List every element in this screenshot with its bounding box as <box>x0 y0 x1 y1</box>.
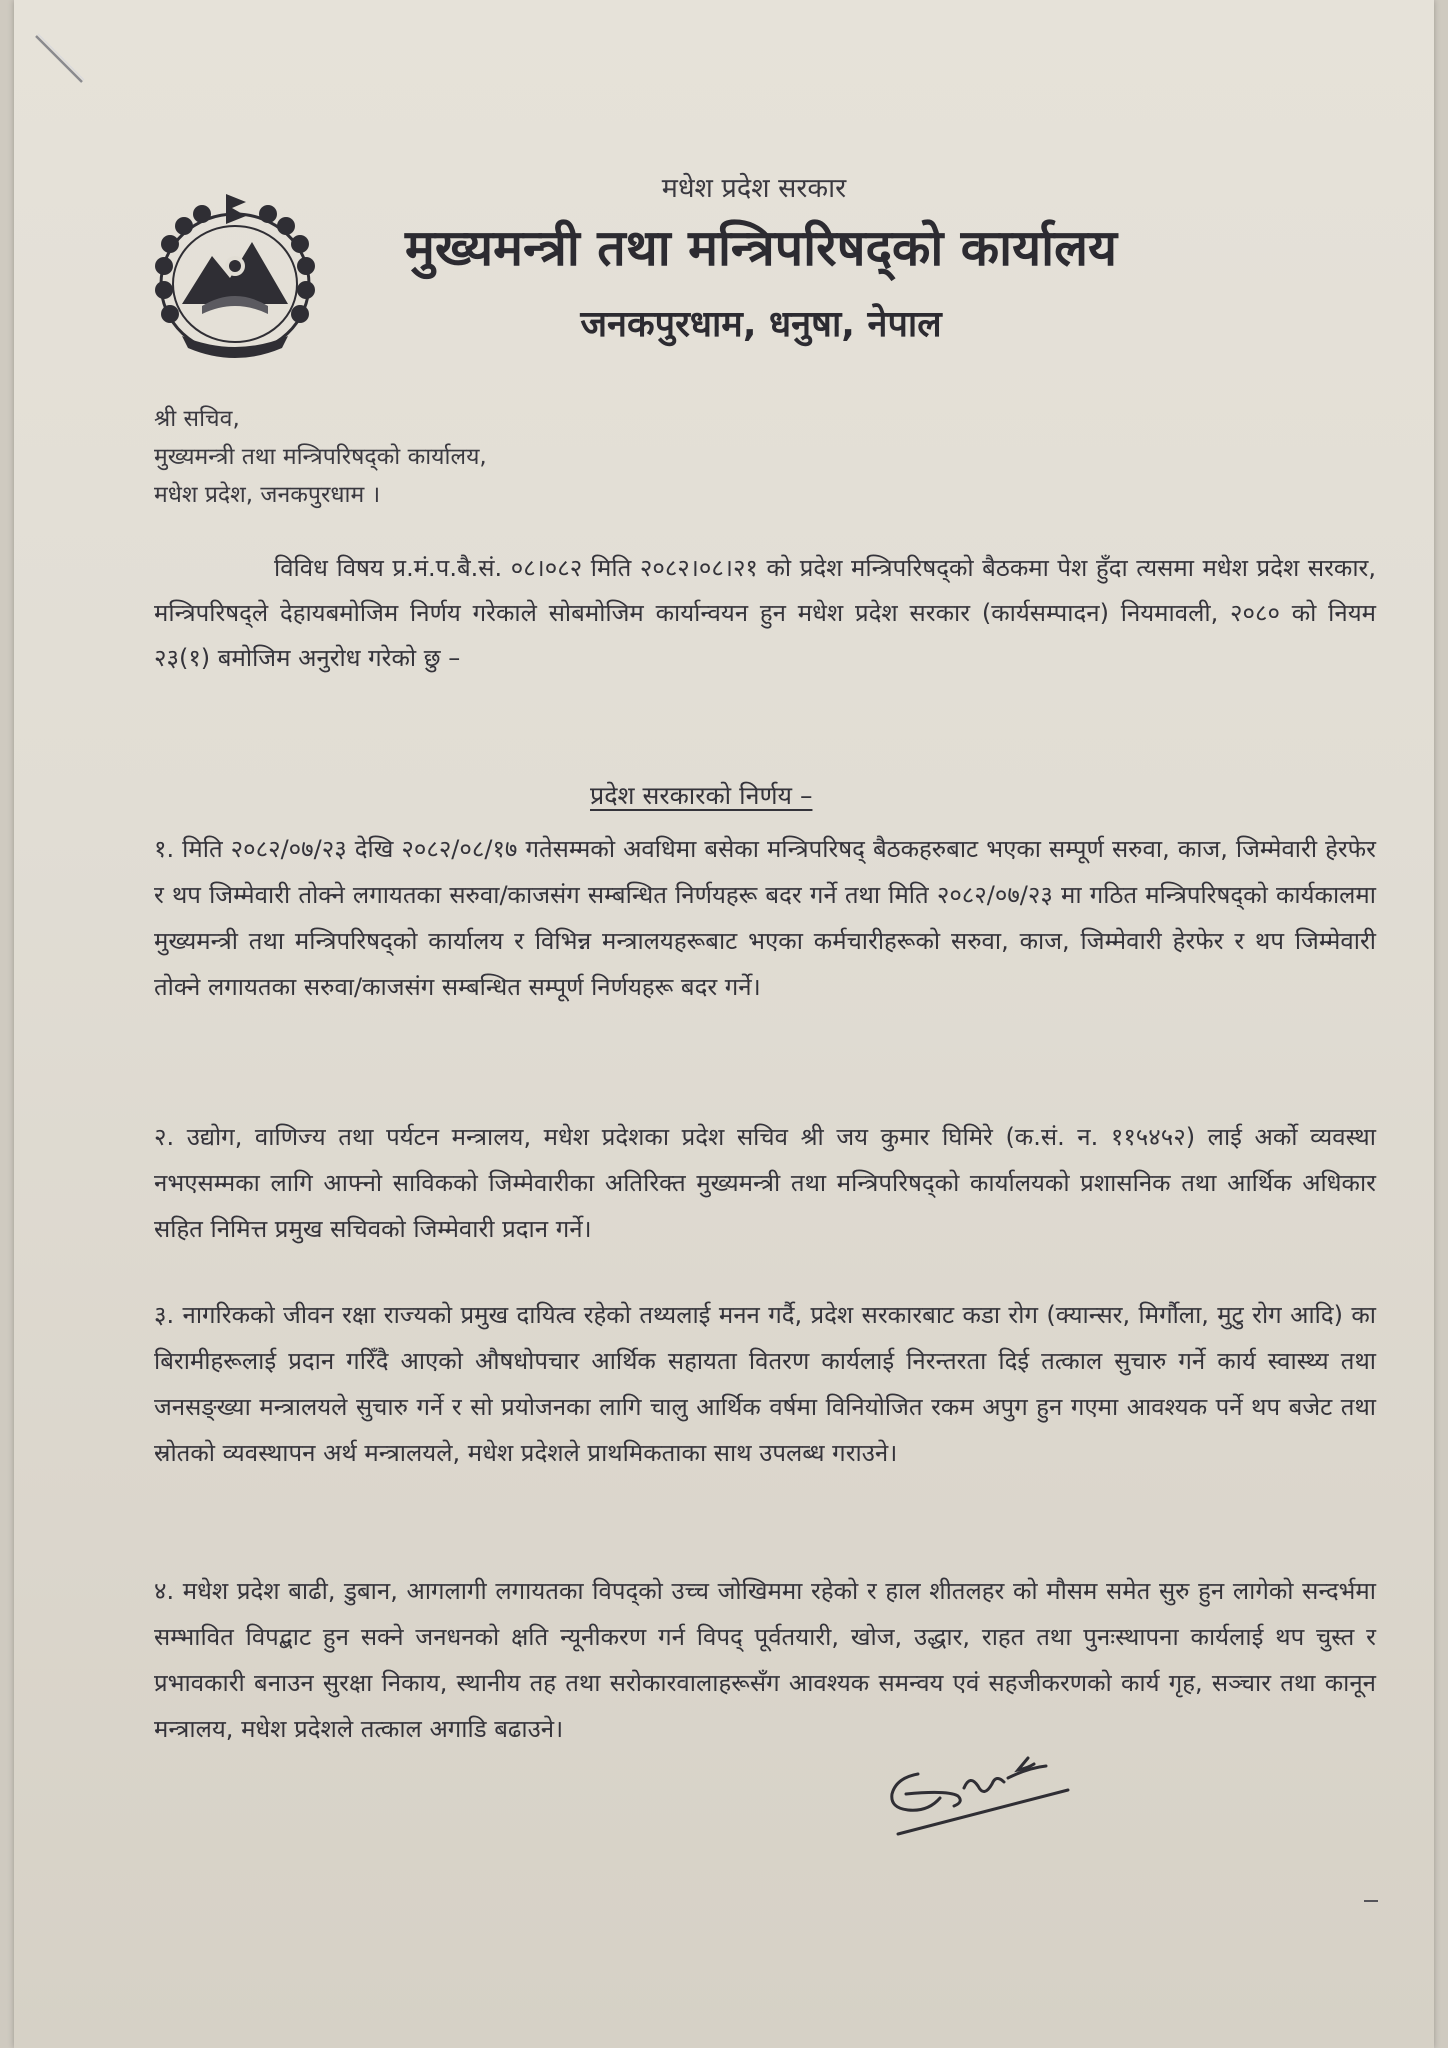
decision-item-2: २. उद्योग, वाणिज्य तथा पर्यटन मन्त्रालय, मधेश प्रदेशका प्रदेश सचिव श्री जय कुमार घिमिरे (क.सं. न. ११५४५२) लाई अर्को व्यवस्था नभएसम्मका लागि आफ्नो साविकको जिम्मेवारीका अतिरिक्त मुख्यमन्त्री तथा मन्त्रिपरिषद्को कार्यालयको प्रशासनिक तथा आर्थिक अधिकार सहित निमित्त प्रमुख सचिवको जिम्मेवारी प्रदान गर्ने। <box>154 1123 1376 1243</box>
address-line-2: मुख्यमन्त्री तथा मन्त्रिपरिषद्को कार्यालय, <box>154 444 487 470</box>
decision-item-3: ३. नागरिकको जीवन रक्षा राज्यको प्रमुख दायित्व रहेको तथ्यलाई मनन गर्दै, प्रदेश सरकारबाट कडा रोग (क्यान्सर, मिर्गौला, मुटु रोग आदि) का बिरामीहरूलाई प्रदान गरिँदै आएको औषधोपचार आर्थिक सहायता वितरण कार्यलाई निरन्तरता दिई तत्काल सुचारु गर्ने कार्य स्वास्थ्य तथा जनसङ्ख्या मन्त्रालयले सुचारु गर्ने र सो प्रयोजनका लागि चालु आर्थिक वर्षमा विनियोजित रकम अपुग हुन गएमा आवश्यक पर्ने थप बजेट तथा स्रोतको व्यवस्थापन अर्थ मन्त्रालयले, मधेश प्रदेशले प्राथमिकताका साथ उपलब्ध गराउने। <box>154 1301 1376 1467</box>
document-page <box>14 0 1434 2048</box>
intro-text: विविध विषय प्र.मं.प.बै.सं. ०८।०८२ मिति २०८२।०८।२१ को प्रदेश मन्त्रिपरिषद्को बैठकमा पेश हुँदा त्यसमा मधेश प्रदेश सरकार, मन्त्रिपरिषद्ले देहायबमोजिम निर्णय गरेकाले सोबमोजिम कार्यान्वयन हुन मधेश प्रदेश सरकार (कार्यसम्पादन) नियमावली, २०८० को नियम २३(१) बमोजिम अनुरोध गरेको छु – <box>154 554 1376 672</box>
handwritten-signature-icon <box>878 1738 1108 1848</box>
address-line-3: मधेश प्रदेश, जनकपुरधाम । <box>154 482 381 508</box>
header-government: मधेश प्रदेश सरकार <box>661 173 847 204</box>
address-line-1: श्री सचिव, <box>154 406 240 432</box>
intro-paragraph <box>154 546 1376 681</box>
decision-title: प्रदेश सरकारको निर्णय – <box>590 781 813 810</box>
header-location: जनकपुरधाम, धनुषा, नेपाल <box>580 304 942 345</box>
staple-icon <box>32 30 88 86</box>
decision-item-4: ४. मधेश प्रदेश बाढी, डुबान, आगलागी लगायतका विपद्को उच्च जोखिममा रहेको र हाल शीतलहर को मौसम समेत सुरु हुन लागेको सन्दर्भमा सम्भावित विपद्बाट हुन सक्ने जनधनको क्षति न्यूनीकरण गर्न विपद् पूर्वतयारी, खोज, उद्धार, राहत तथा पुनःस्थापना कार्यलाई थप चुस्त र प्रभावकारी बनाउन सुरक्षा निकाय, स्थानीय तह तथा सरोकारवालाहरूसँग आवश्यक समन्वय एवं सहजीकरणको कार्य गृह, सञ्चार तथा कानून मन्त्रालय, मधेश प्रदेशले तत्काल अगाडि बढाउने। <box>154 1577 1376 1743</box>
page-mark <box>1364 1900 1378 1902</box>
decision-item-1: १. मिति २०८२/०७/२३ देखि २०८२/०८/१७ गतेसम्मको अवधिमा बसेका मन्त्रिपरिषद् बैठकहरुबाट भएका सम्पूर्ण सरुवा, काज, जिम्मेवारी हेरफेर र थप जिम्मेवारी तोक्ने लगायतका सरुवा/काजसंग सम्बन्धित निर्णयहरू बदर गर्ने तथा मिति २०८२/०७/२३ मा गठित मन्त्रिपरिषद्को कार्यकालमा मुख्यमन्त्री तथा मन्त्रिपरिषद्को कार्यालय र विभिन्न मन्त्रालयहरूबाट भएका कर्मचारीहरूको सरुवा, काज, जिम्मेवारी हेरफेर र थप जिम्मेवारी तोक्ने लगायतका सरुवा/काजसंग सम्बन्धित सम्पूर्ण निर्णयहरू बदर गर्ने। <box>154 835 1376 1001</box>
header-office: मुख्यमन्त्री तथा मन्त्रिपरिषद्को कार्यालय <box>405 219 1117 277</box>
recipient-address <box>154 400 487 514</box>
